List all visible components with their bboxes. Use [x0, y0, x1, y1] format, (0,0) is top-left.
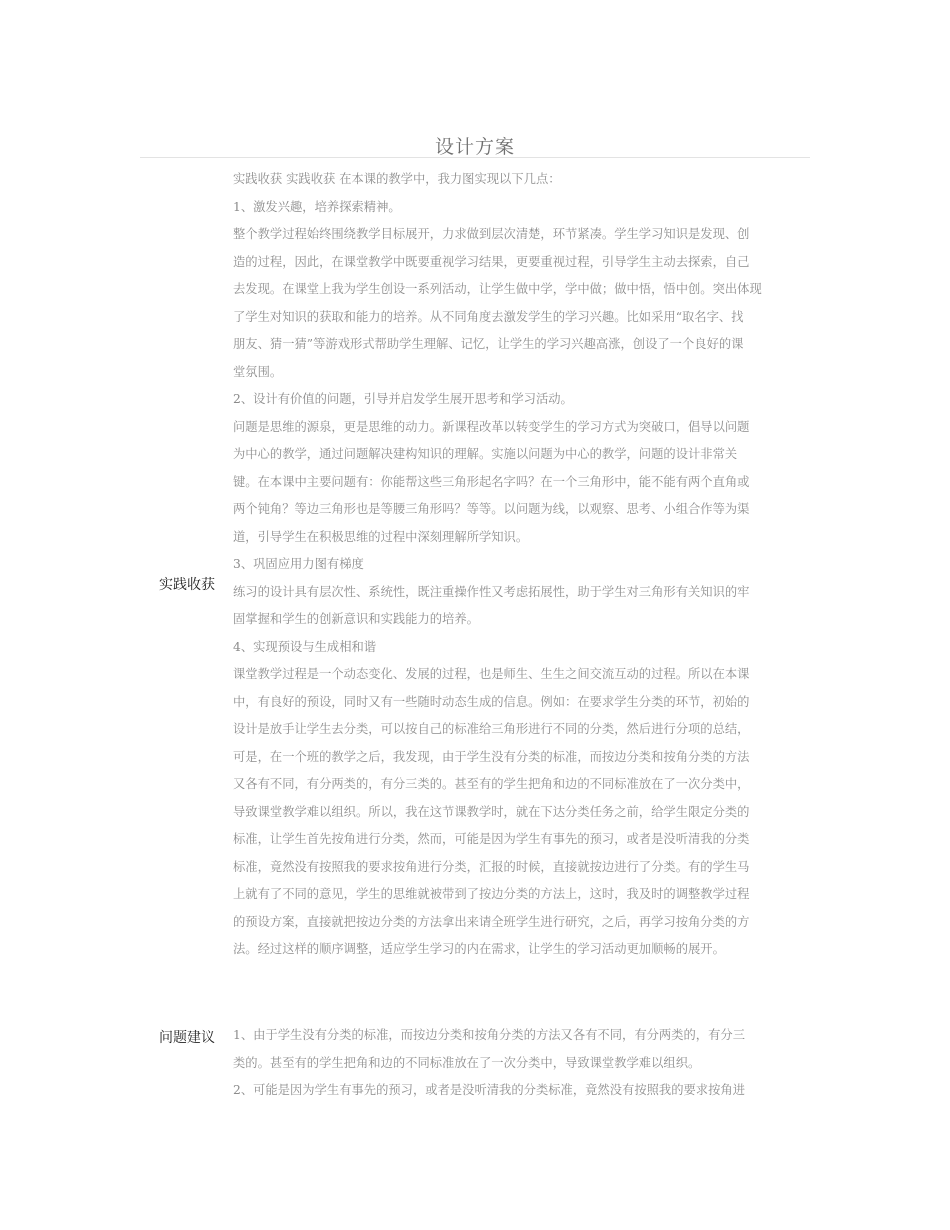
practice-section	[233, 166, 773, 964]
practice-line: 上就有了不同的意见，学生的思维就被带到了按边分类的方法上，这时，我及时的调整教学过程	[233, 887, 750, 901]
practice-line: 了学生对知识的获取和能力的培养。从不同角度去激发学生的学习兴趣。比如采用“取名字、找	[233, 309, 744, 324]
practice-line: 课堂教学过程是一个动态变化、发展的过程，也是师生、生生之间交流互动的过程。所以在本课	[233, 667, 750, 681]
practice-line: 实践收获 实践收获 在本课的教学中，我力图实现以下几点：	[233, 172, 561, 186]
practice-line: 法。经过这样的顺序调整，适应学生学习的内在需求，让学生的学习活动更加顺畅的展开。	[233, 942, 725, 956]
suggestion-line: 类的。甚至有的学生把角和边的不同标准放在了一次分类中，导致课堂教学难以组织。	[233, 1055, 701, 1070]
practice-line: 又各有不同，有分两类的，有分三类的。甚至有的学生把角和边的不同标准放在了一次分类中，	[233, 777, 750, 791]
practice-line: 朋友、猜一猜”等游戏形式帮助学生理解、记忆，让学生的学习兴趣高涨，创设了一个良好的课	[233, 337, 744, 351]
practice-line: 设计是放手让学生去分类，可以按自己的标准给三角形进行不同的分类，然后进行分项的总结，	[233, 722, 750, 736]
practice-heading: 2、设计有价值的问题，引导并启发学生展开思考和学习活动。	[233, 392, 573, 406]
document-title: 设计方案	[434, 136, 515, 158]
practice-line: 键。在本课中主要问题有：你能帮这些三角形起名字吗？在一个三角形中，能不能有两个直角或	[233, 474, 750, 489]
practice-heading: 4、实现预设与生成相和谐	[233, 639, 377, 654]
practice-line: 去发现。在课堂上我为学生创设一系列活动，让学生做中学，学中做；做中悟，悟中创。突出体现	[233, 282, 762, 296]
practice-line: 标准，竟然没有按照我的要求按角进行分类，汇报的时候，直接就按边进行了分类。有的学生马	[233, 859, 750, 874]
section-label-practice: 实践收获	[159, 577, 215, 593]
suggestion-line: 2、可能是因为学生有事先的预习，或者是没听清我的分类标准，竟然没有按照我的要求按角进	[233, 1083, 745, 1097]
practice-line: 的预设方案，直接就把按边分类的方法拿出来请全班学生进行研究，之后，再学习按角分类的方	[233, 914, 750, 929]
title-divider	[140, 157, 810, 158]
practice-line: 标准，让学生首先按角进行分类，然而，可能是因为学生有事先的预习，或者是没听清我的分类	[233, 832, 750, 846]
practice-line: 练习的设计具有层次性、系统性，既注重操作性又考虑拓展性，助于学生对三角形有关知识的牢	[233, 584, 750, 599]
practice-line: 两个钝角？等边三角形也是等腰三角形吗？等等。以问题为线，以观察、思考、小组合作等为渠	[233, 502, 750, 516]
practice-line: 堂氛围。	[233, 364, 283, 379]
practice-line: 导致课堂教学难以组织。所以，我在这节课教学时，就在下达分类任务之前，给学生限定分类的	[233, 804, 750, 819]
suggestions-section	[233, 1022, 773, 1105]
practice-line: 问题是思维的源泉，更是思维的动力。新课程改革以转变学生的学习方式为突破口，倡导以问题	[233, 419, 750, 434]
suggestion-line: 1、由于学生没有分类的标准，而按边分类和按角分类的方法又各有不同，有分两类的，有分三	[233, 1028, 745, 1042]
practice-heading: 1、激发兴趣，培养探索精神。	[233, 199, 401, 214]
practice-line: 整个教学过程始终围绕教学目标展开，力求做到层次清楚，环节紧凑。学生学习知识是发现、创	[233, 227, 750, 241]
practice-line: 中，有良好的预设，同时又有一些随时动态生成的信息。例如：在要求学生分类的环节，初始的	[233, 694, 750, 709]
practice-heading: 3、巩固应用力图有梯度	[233, 557, 364, 571]
section-label-suggestions: 问题建议	[159, 1030, 215, 1046]
practice-line: 造的过程，因此，在课堂教学中既要重视学习结果，更要重视过程，引导学生主动去探索，自己	[233, 254, 750, 269]
practice-line: 道，引导学生在积极思维的过程中深刻理解所学知识。	[233, 529, 529, 544]
practice-line: 可是，在一个班的教学之后，我发现，由于学生没有分类的标准，而按边分类和按角分类的方法	[233, 749, 750, 764]
practice-line: 为中心的教学，通过问题解决建构知识的理解。实施以问题为中心的教学，问题的设计非常关	[233, 447, 738, 461]
practice-line: 固掌握和学生的创新意识和实践能力的培养。	[233, 612, 479, 626]
